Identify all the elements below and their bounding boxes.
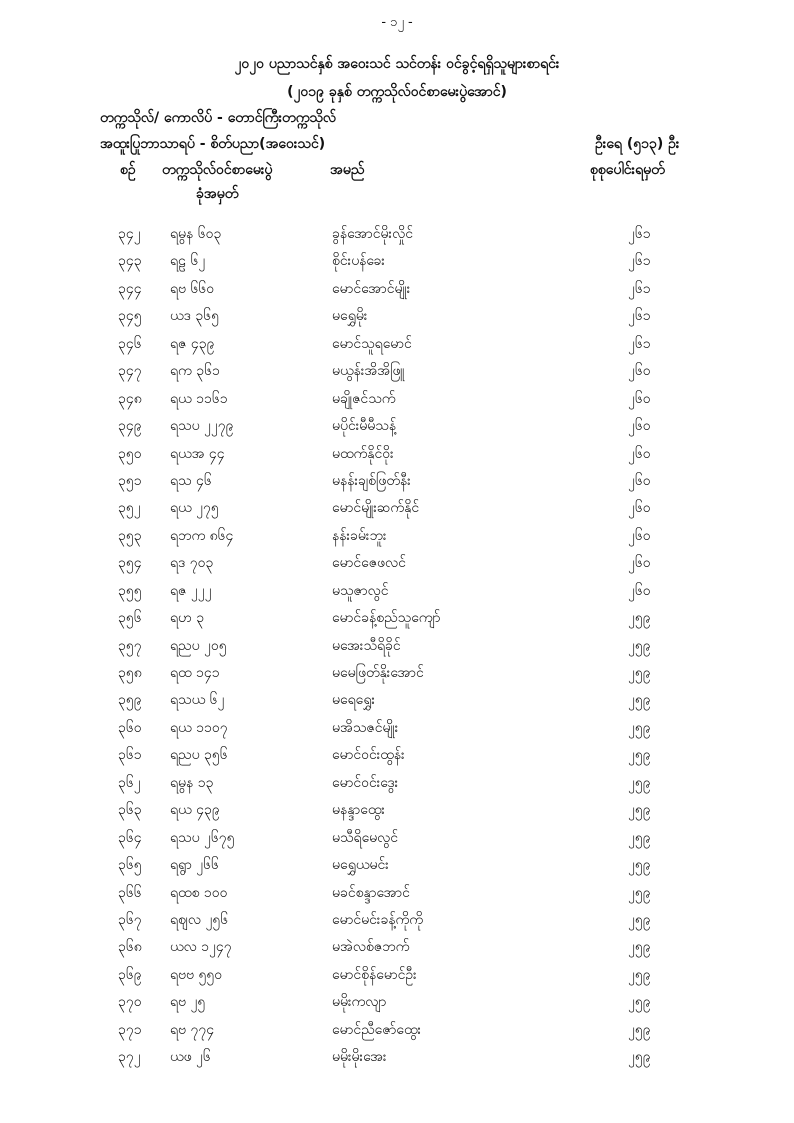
student-name: မမေဖြတ်နိုးအောင် (332, 665, 424, 681)
row-number: ၃၇၁ (118, 1021, 142, 1038)
student-name: စိုင်းပန်ခေး (332, 253, 385, 270)
roll-number: ရဗ ၂၅ (170, 994, 206, 1011)
row-number: ၃၆၆ (118, 884, 142, 901)
row-number: ၃၄၃ (118, 253, 142, 270)
table-row (0, 961, 794, 988)
table-row (0, 686, 794, 713)
student-name: မောင်ဝင်းဒွေး (332, 774, 399, 791)
total-marks: ၂၆၀ (628, 390, 651, 407)
total-marks: ၂၆၀ (628, 500, 651, 517)
document-subtitle: (၂၀၁၉ ခုနှစ် တက္ကသိုလ်ဝင်စာမေးပွဲအောင်) (287, 84, 507, 100)
student-name: ခွန်အောင်မိုးလှိုင် (332, 226, 413, 242)
row-number: ၃၇၂ (118, 1049, 141, 1066)
row-number: ၃၆၃ (118, 802, 142, 819)
total-marks: ၂၆၀ (628, 445, 651, 462)
column-header-no: စဉ် (120, 162, 136, 178)
roll-number: ရမွန ၁၃ (170, 774, 214, 791)
student-name: မနန္ဒာထွေး (332, 802, 385, 819)
student-name: မနန်းချစ်ဖြတ်နီး (332, 472, 411, 489)
row-number: ၃၆၀ (118, 719, 142, 736)
total-marks: ၂၅၉ (628, 884, 651, 901)
document-title: ၂၀၂၀ ပညာသင်နှစ် အဝေးသင် သင်တန်း ဝင်ခွင့်ရရှိသူများစာရင်း (234, 56, 560, 72)
row-number: ၃၆၁ (118, 747, 142, 764)
roll-number: ယဖ ၂၆ (170, 1049, 211, 1066)
total-marks: ၂၆၁ (628, 308, 651, 325)
department-label: အထူးပြုဘာသာရပ် - စိတ်ပညာ(အဝေးသင်) (100, 136, 326, 152)
total-marks: ၂၅၉ (628, 774, 651, 791)
student-name: မယွန်းအိအိဖြူ (332, 363, 405, 380)
student-name: နန်းခမ်းဘူး (332, 527, 387, 544)
row-number: ၃၅၉ (118, 692, 142, 709)
row-number: ၃၅၆ (118, 610, 142, 627)
column-header-roll-line2: ခုံအမှတ် (196, 186, 239, 202)
roll-number: ရယ ၂၇၅ (170, 500, 219, 517)
student-name: မထက်နိုင်ဝိုး (332, 445, 394, 462)
table-row (0, 412, 794, 439)
table-row (0, 247, 794, 274)
table-row (0, 741, 794, 768)
row-number: ၃၆၉ (118, 966, 142, 983)
table-row (0, 659, 794, 686)
total-marks: ၂၆၁ (628, 335, 651, 352)
roll-number: ရသ ၄၆ (170, 472, 212, 489)
roll-number: ရမွန ၆၀၃ (170, 226, 222, 242)
total-marks: ၂၆၁ (628, 280, 651, 297)
student-name: မောင်မင်းခန့်ကိုကို (332, 911, 423, 928)
student-name: မောင်ခန့်စည်သူကျော် (332, 610, 441, 627)
roll-number: ရရွာ ၂၆၆ (170, 857, 219, 874)
total-marks: ၂၅၉ (628, 966, 651, 983)
roll-number: ရဟ ၃ (170, 610, 205, 627)
student-name: မမိုးကလျာ (332, 994, 387, 1011)
row-number: ၃၄၈ (118, 390, 142, 407)
total-marks: ၂၆၁ (628, 253, 651, 270)
roll-number: ရဈလ ၂၅၆ (170, 911, 229, 928)
row-number: ၃၅၀ (118, 445, 142, 462)
student-name: မောင်သူရမောင် (332, 335, 412, 352)
student-name: မချိုဇင်သက် (332, 390, 396, 407)
student-name: မောင်စိုန်မောင်ဦး (332, 966, 417, 983)
table-row (0, 879, 794, 906)
university-label: တက္ကသိုလ်/ ကောလိပ် - တောင်ကြီးတက္ကသိုလ် (100, 110, 337, 126)
total-marks: ၂၅၉ (628, 637, 651, 654)
roll-number: ရသပ ၂၆၇၅ (170, 829, 235, 846)
student-name: မောင်ညီဇော်ထွေး (332, 1021, 422, 1038)
student-name: မသူဇာလွင် (332, 582, 389, 599)
total-marks: ၂၅၉ (628, 665, 651, 681)
roll-number: ရယ ၁၁၆၁ (170, 390, 228, 407)
total-marks: ၂၅၉ (628, 939, 651, 956)
row-number: ၃၄၉ (118, 418, 142, 435)
total-marks: ၂၆၀ (628, 527, 651, 544)
roll-number: ရယ ၄၃၉ (170, 802, 220, 819)
total-marks: ၂၆၀ (628, 418, 651, 435)
table-row (0, 577, 794, 604)
roll-number: ရသပ ၂၂၇၉ (170, 418, 234, 435)
total-marks: ၂၆၀ (628, 582, 651, 599)
row-number: ၃၆၄ (118, 829, 142, 846)
table-row (0, 302, 794, 329)
student-name: မောင်အောင်မျိုး (332, 280, 411, 297)
roll-number: ရဘက ၈၆၄ (170, 527, 234, 544)
total-marks: ၂၅၉ (628, 692, 651, 709)
row-number: ၃၄၂ (118, 226, 141, 242)
table-row (0, 714, 794, 741)
row-number: ၃၆၅ (118, 857, 142, 874)
table-row (0, 357, 794, 384)
student-name: မသီရိမေလွင် (332, 829, 399, 846)
row-number: ၃၇၀ (118, 994, 142, 1011)
student-name: မရွှေမိုး (332, 308, 368, 325)
column-header-name: အမည် (330, 162, 365, 178)
student-name: မရွှေယမင်း (332, 857, 389, 874)
row-number: ၃၆၂ (118, 774, 141, 791)
table-row (0, 796, 794, 823)
page-number: - ၁၂ - (381, 15, 413, 30)
row-number: ၃၅၄ (118, 555, 142, 572)
table-row (0, 522, 794, 549)
total-marks: ၂၆၀ (628, 555, 651, 572)
table-row (0, 494, 794, 521)
row-number: ၃၆၇ (118, 911, 142, 928)
total-marks: ၂၅၉ (628, 994, 651, 1011)
table-row (0, 632, 794, 659)
student-name: မပိုင်းမီမီသန့် (332, 418, 397, 435)
table-row (0, 440, 794, 467)
results-list (0, 220, 794, 1071)
total-marks: ၂၅၉ (628, 857, 651, 874)
roll-number: ရသယ ၆၂ (170, 692, 225, 709)
student-name: မခင်စန္ဒာအောင် (332, 884, 410, 901)
total-marks: ၂၅၉ (628, 829, 651, 846)
roll-number: ရဠ ၆၂ (170, 253, 206, 270)
column-header-roll: တက္ကသိုလ်ဝင်စာမေးပွဲ (162, 162, 273, 178)
row-number: ၃၅၁ (118, 472, 142, 489)
total-marks: ၂၅၉ (628, 1021, 651, 1038)
table-row (0, 549, 794, 576)
roll-number: ရဗ ၆၆၀ (170, 280, 215, 297)
roll-number: ယဒ ၃၆၅ (170, 308, 219, 325)
table-row (0, 275, 794, 302)
row-number: ၃၄၆ (118, 335, 142, 352)
table-row (0, 1043, 794, 1070)
table-row (0, 1016, 794, 1043)
total-marks: ၂၅၉ (628, 911, 651, 928)
row-number: ၃၄၄ (118, 280, 142, 297)
student-name: မောင်ဇေဖလင် (332, 555, 406, 572)
student-name: မအေးသီရိခိုင် (332, 637, 401, 654)
total-marks: ၂၅၉ (628, 719, 651, 736)
student-name: မအဲလစ်ဇဘက် (332, 939, 410, 956)
roll-number: ရက ၃၆၁ (170, 363, 220, 380)
roll-number: ရဇ ၄၃၉ (170, 335, 215, 352)
roll-number: ရယ ၁၁၀၇ (170, 719, 228, 736)
roll-number: ရဒ ၇၀၃ (170, 555, 214, 572)
total-marks: ၂၅၉ (628, 802, 651, 819)
roll-number: ရညပ ၃၅၆ (170, 747, 228, 764)
total-marks: ၂၆၀ (628, 363, 651, 380)
student-name: မောင်ဝင်းထွန်း (332, 747, 405, 764)
row-number: ၃၅၃ (118, 527, 142, 544)
roll-number: ရညပ ၂၀၅ (170, 637, 227, 654)
row-number: ၃၅၂ (118, 500, 141, 517)
student-name: မအိသဇင်မျိုး (332, 719, 399, 736)
table-row (0, 604, 794, 631)
total-marks: ၂၅၉ (628, 747, 651, 764)
student-name: မရေရွှေး (332, 692, 376, 709)
total-marks: ၂၆၀ (628, 472, 651, 489)
row-number: ၃၄၅ (118, 308, 142, 325)
table-row (0, 330, 794, 357)
row-number: ၃၅၇ (118, 637, 142, 654)
table-row (0, 851, 794, 878)
total-marks: ၂၅၉ (628, 610, 651, 627)
total-marks: ၂၆၁ (628, 226, 651, 242)
row-number: ၃၅၈ (118, 665, 142, 681)
table-row (0, 769, 794, 796)
table-row (0, 988, 794, 1015)
student-name: မောင်မျိုးဆက်နိုင် (332, 500, 420, 517)
table-row (0, 220, 794, 247)
roll-number: ရဇ ၂၂၂ (170, 582, 212, 599)
roll-number: ယလ ၁၂၄၇ (170, 939, 232, 956)
row-number: ၃၅၅ (118, 582, 142, 599)
row-number: ၃၄၇ (118, 363, 142, 380)
total-marks: ၂၅၉ (628, 1049, 651, 1066)
roll-number: ရဗဗ ၅၅၀ (170, 966, 223, 983)
column-header-marks: စုစုပေါင်းရမှတ် (590, 162, 665, 178)
student-name: မမိုးမိုးအေး (332, 1049, 387, 1066)
table-row (0, 933, 794, 960)
total-count: ဦးရေ (၅၁၃) ဦး (595, 136, 680, 152)
roll-number: ရထ ၁၄၁ (170, 665, 220, 681)
row-number: ၃၆၈ (118, 939, 142, 956)
table-row (0, 385, 794, 412)
table-row (0, 824, 794, 851)
roll-number: ရယအ ၄၄ (170, 445, 225, 462)
roll-number: ရဗ ၇၇၄ (170, 1021, 215, 1038)
roll-number: ရထစ ၁၀၀ (170, 884, 228, 901)
table-row (0, 467, 794, 494)
table-row (0, 906, 794, 933)
